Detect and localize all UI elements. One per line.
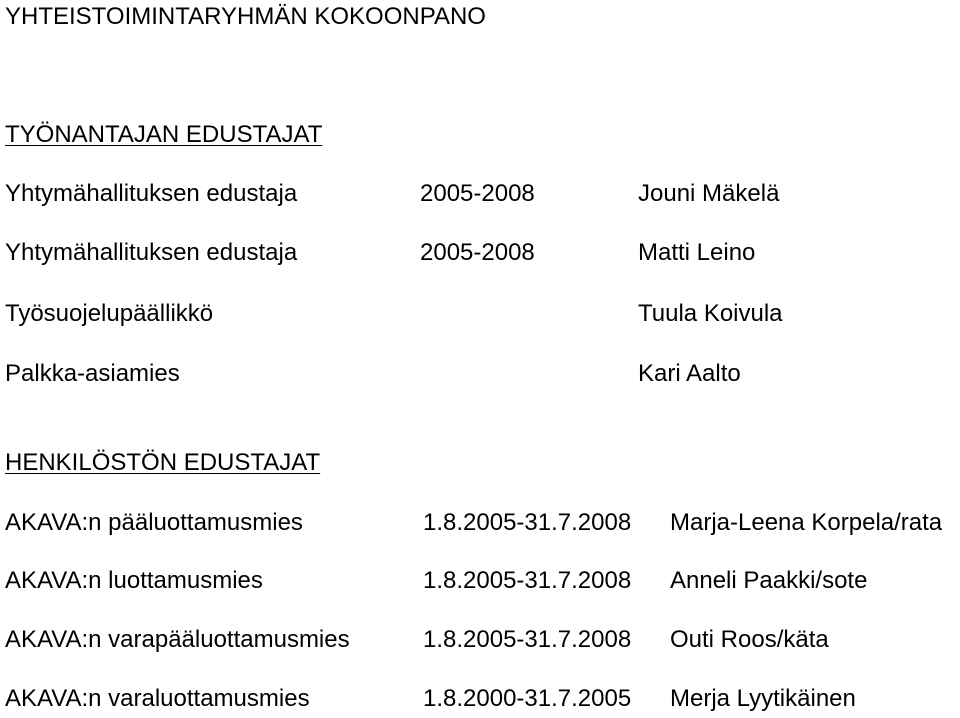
document-title: YHTEISTOIMINTARYHMÄN KOKOONPANO xyxy=(5,3,486,30)
employer-section-heading: TYÖNANTAJAN EDUSTAJAT xyxy=(5,121,323,148)
period-cell: 1.8.2005-31.7.2008 xyxy=(423,567,632,594)
name-cell: Merja Lyytikäinen xyxy=(670,685,856,712)
name-cell: Marja-Leena Korpela/rata xyxy=(670,509,943,536)
role-cell: Yhtymähallituksen edustaja xyxy=(5,239,298,266)
period-cell: 1.8.2005-31.7.2008 xyxy=(423,509,632,536)
name-cell: Jouni Mäkelä xyxy=(638,180,780,207)
name-cell: Kari Aalto xyxy=(638,360,741,387)
staff-section-heading: HENKILÖSTÖN EDUSTAJAT xyxy=(5,449,321,476)
period-cell: 1.8.2000-31.7.2005 xyxy=(423,685,632,712)
role-cell: AKAVA:n varapääluottamusmies xyxy=(5,626,350,653)
role-cell: AKAVA:n luottamusmies xyxy=(5,567,263,594)
name-cell: Anneli Paakki/sote xyxy=(670,567,868,594)
role-cell: AKAVA:n pääluottamusmies xyxy=(5,509,303,536)
role-cell: Yhtymähallituksen edustaja xyxy=(5,180,298,207)
role-cell: Työsuojelupäällikkö xyxy=(5,300,214,327)
role-cell: Palkka-asiamies xyxy=(5,360,180,387)
name-cell: Outi Roos/käta xyxy=(670,626,829,653)
period-cell: 1.8.2005-31.7.2008 xyxy=(423,626,632,653)
name-cell: Tuula Koivula xyxy=(638,300,783,327)
role-cell: AKAVA:n varaluottamusmies xyxy=(5,685,310,712)
period-cell: 2005-2008 xyxy=(420,239,535,266)
name-cell: Matti Leino xyxy=(638,239,756,266)
period-cell: 2005-2008 xyxy=(420,180,535,207)
